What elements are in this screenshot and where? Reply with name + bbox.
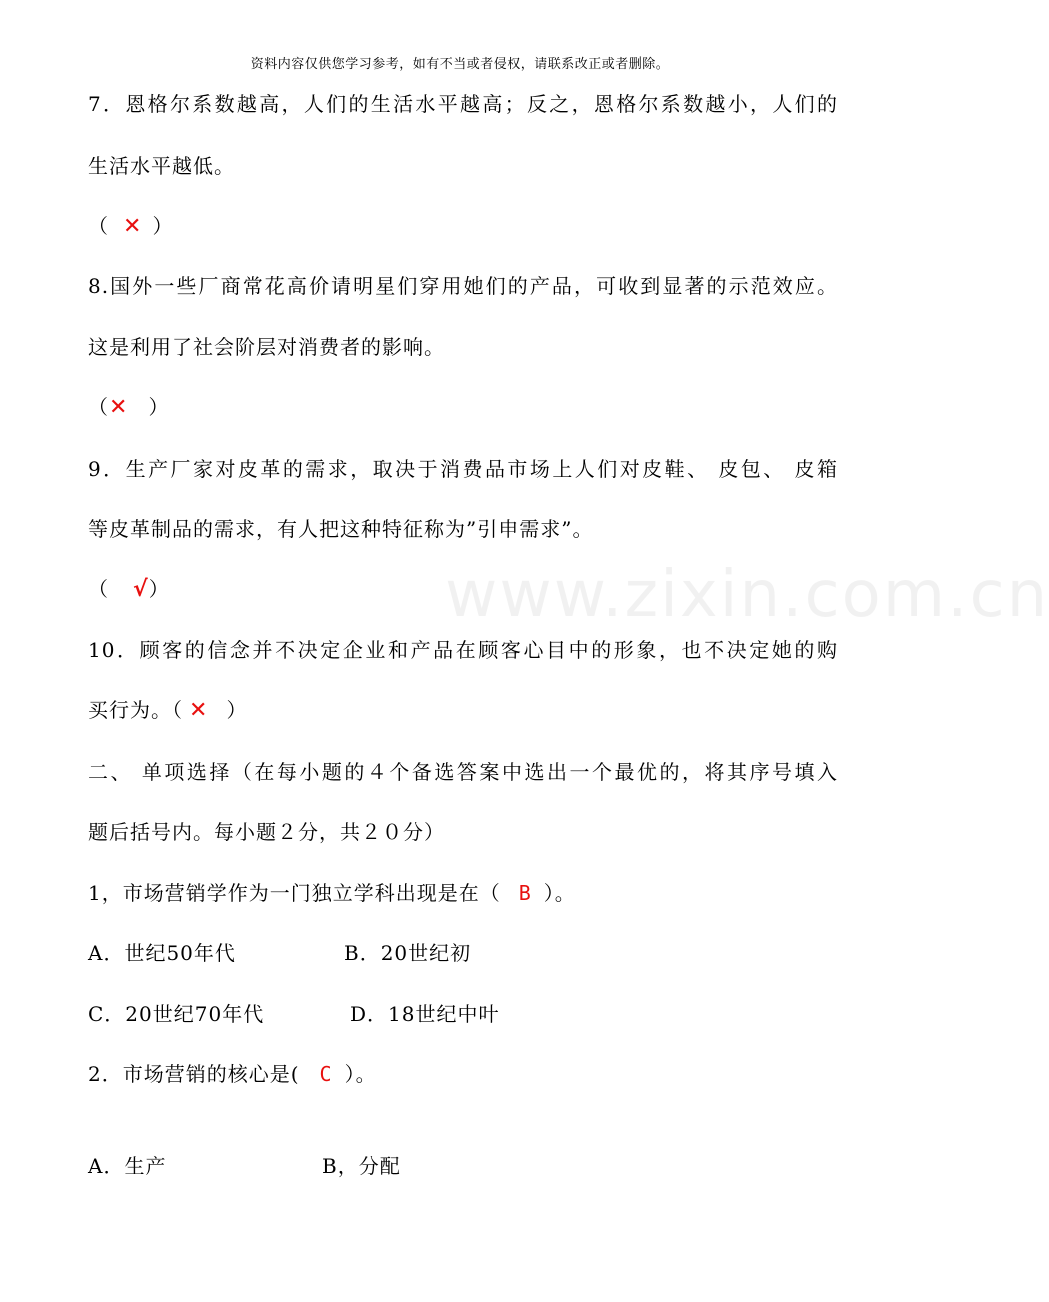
mc1-option-c: C．20世纪70年代 xyxy=(88,1002,265,1026)
section2-line1: 二、 单项选择（在每小题的４个备选答案中选出一个最优的，将其序号填入 xyxy=(88,760,838,784)
paren-close: ） xyxy=(152,214,174,238)
paren-open: （ xyxy=(88,214,109,238)
mc1-stem xyxy=(88,877,576,906)
copyright-notice: 资料内容仅供您学习参考，如有不当或者侵权，请联系改正或者删除。 xyxy=(250,57,670,72)
q10-line2-text: 买行为。（ xyxy=(88,698,183,722)
q8-line2: 这是利用了社会阶层对消费者的影响。 xyxy=(88,335,445,359)
section2-line2: 题后括号内。每小题２分，共２０分） xyxy=(88,820,445,844)
q8-answer xyxy=(88,391,169,420)
q8-line1: 8.国外一些厂商常花高价请明星们穿用她们的产品，可收到显著的示范效应。 xyxy=(88,274,838,298)
watermark: www.zixin.com.cn xyxy=(445,558,1049,632)
cross-mark-icon: ✕ xyxy=(189,698,209,723)
mc2-options-row1 xyxy=(88,1150,401,1179)
paren-open: （ xyxy=(88,577,109,601)
mc1-options-row1 xyxy=(88,937,471,966)
q7-answer xyxy=(88,210,173,239)
mc1-stem-text: 1，市场营销学作为一门独立学科出现是在（ xyxy=(88,881,501,905)
mc1-answer: B xyxy=(518,881,532,905)
cross-mark-icon: ✕ xyxy=(123,214,143,239)
mc2-option-b: B，分配 xyxy=(322,1154,401,1178)
mc1-options-row2 xyxy=(88,998,499,1027)
q10-line2 xyxy=(88,694,247,723)
mc1-stem-end: ）。 xyxy=(543,881,576,905)
q9-line2: 等皮革制品的需求，有人把这种特征称为”引申需求”。 xyxy=(88,517,594,541)
mc2-stem-text: 2．市场营销的核心是( xyxy=(88,1062,300,1086)
paren-close: ） xyxy=(148,395,170,419)
q10-line1: 10．顾客的信念并不决定企业和产品在顾客心目中的形象，也不决定她的购 xyxy=(88,638,838,662)
q7-line2: 生活水平越低。 xyxy=(88,154,235,178)
cross-mark-icon: ✕ xyxy=(109,395,129,420)
paren-close: ） xyxy=(148,577,170,601)
mc2-option-a: A．生产 xyxy=(88,1154,167,1178)
mc1-option-d: D．18世纪中叶 xyxy=(350,1002,500,1026)
q9-line1: 9．生产厂家对皮革的需求，取决于消费品市场上人们对皮鞋、 皮包、 皮箱 xyxy=(88,457,838,481)
q7-line1: 7．恩格尔系数越高，人们的生活水平越高；反之，恩格尔系数越小，人们的 xyxy=(88,92,838,116)
paren-open: （ xyxy=(88,395,109,419)
mc1-option-b: B．20世纪初 xyxy=(344,941,472,965)
q9-answer xyxy=(88,573,170,602)
mc2-stem-end: ）。 xyxy=(344,1062,377,1086)
check-mark-icon: √ xyxy=(133,577,149,602)
mc2-stem xyxy=(88,1058,377,1087)
mc2-answer: C xyxy=(319,1062,333,1086)
paren-close: ） xyxy=(226,698,248,722)
mc1-option-a: A．世纪50年代 xyxy=(88,941,236,965)
